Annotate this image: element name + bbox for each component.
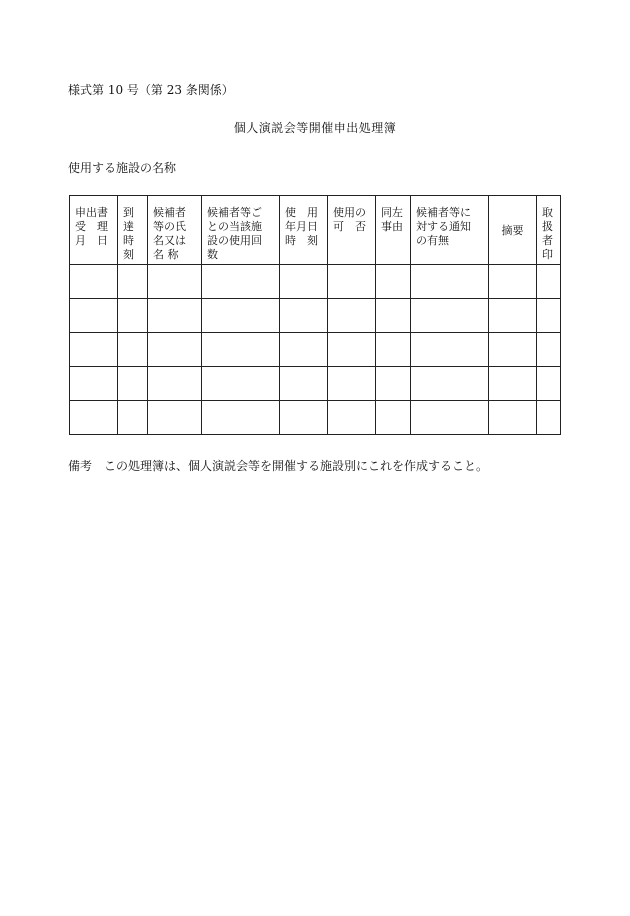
table-cell[interactable] — [328, 299, 376, 333]
table-cell[interactable] — [148, 265, 202, 299]
header-label-usage-datetime: 使 用 年月日 時 刻 — [285, 206, 318, 247]
table-body — [70, 265, 561, 435]
table-cell[interactable] — [489, 265, 537, 299]
table-cell[interactable] — [118, 265, 148, 299]
table-cell[interactable] — [489, 333, 537, 367]
table-cell[interactable] — [328, 401, 376, 435]
header-label-arrival-time: 到 達 時 刻 — [123, 206, 134, 261]
table-cell[interactable] — [537, 401, 561, 435]
table-row — [70, 333, 561, 367]
header-cell-notification — [411, 196, 489, 265]
table-cell[interactable] — [376, 367, 411, 401]
header-cell-handler-seal — [537, 196, 561, 265]
remarks-note: 備考 この処理簿は、個人演説会等を開催する施設別にこれを作成すること。 — [68, 459, 489, 473]
table-cell[interactable] — [202, 367, 280, 401]
header-label-reason: 同左 事由 — [381, 206, 403, 233]
header-cell-usage-datetime — [280, 196, 328, 265]
table-cell[interactable] — [202, 299, 280, 333]
table-cell[interactable] — [70, 299, 118, 333]
table-cell[interactable] — [280, 333, 328, 367]
table-cell[interactable] — [118, 333, 148, 367]
table-cell[interactable] — [411, 265, 489, 299]
table-cell[interactable] — [70, 401, 118, 435]
header-label-candidate-name: 候補者 等の氏 名又は 名 称 — [153, 206, 186, 261]
header-label-usage-count: 候補者等ご との当該施 設の使用回 数 — [207, 206, 262, 261]
header-label-receipt-date: 申出書 受 理 月 日 — [75, 206, 108, 247]
header-label-remarks: 摘要 — [501, 224, 524, 237]
header-cell-usage-count — [202, 196, 280, 265]
table-cell[interactable] — [411, 401, 489, 435]
table-cell[interactable] — [280, 265, 328, 299]
table-cell[interactable] — [118, 401, 148, 435]
table-cell[interactable] — [411, 333, 489, 367]
processing-register-table — [69, 195, 561, 435]
facility-name-label: 使用する施設の名称 — [68, 161, 177, 175]
table-cell[interactable] — [148, 299, 202, 333]
table-cell[interactable] — [148, 333, 202, 367]
table-cell[interactable] — [489, 367, 537, 401]
table-cell[interactable] — [411, 367, 489, 401]
table-row — [70, 367, 561, 401]
table-cell[interactable] — [70, 367, 118, 401]
table-cell[interactable] — [537, 265, 561, 299]
table-cell[interactable] — [328, 265, 376, 299]
table-header-row — [70, 196, 561, 265]
header-label-approval: 使用の 可 否 — [333, 206, 366, 233]
table-cell[interactable] — [376, 401, 411, 435]
form-number: 様式第 10 号（第 23 条関係） — [68, 83, 234, 97]
table-cell[interactable] — [202, 333, 280, 367]
table-cell[interactable] — [148, 367, 202, 401]
table-row — [70, 401, 561, 435]
document-title: 個人演説会等開催申出処理簿 — [233, 121, 397, 135]
table-cell[interactable] — [202, 265, 280, 299]
table-cell[interactable] — [280, 299, 328, 333]
table-cell[interactable] — [328, 367, 376, 401]
table-cell[interactable] — [537, 367, 561, 401]
table-cell[interactable] — [376, 299, 411, 333]
table-cell[interactable] — [489, 401, 537, 435]
table-cell[interactable] — [537, 299, 561, 333]
header-cell-approval — [328, 196, 376, 265]
table-cell[interactable] — [328, 333, 376, 367]
header-cell-candidate-name — [148, 196, 202, 265]
table-cell[interactable] — [202, 401, 280, 435]
table-cell[interactable] — [118, 367, 148, 401]
header-cell-receipt-date — [70, 196, 118, 265]
table-cell[interactable] — [376, 333, 411, 367]
header-cell-reason — [376, 196, 411, 265]
table-row — [70, 299, 561, 333]
header-cell-remarks — [489, 196, 537, 265]
table-cell[interactable] — [70, 265, 118, 299]
header-label-notification: 候補者等に 対する通知 の有無 — [416, 206, 471, 247]
table-cell[interactable] — [118, 299, 148, 333]
header-label-handler-seal: 取 扱 者 印 — [542, 206, 553, 261]
table-row — [70, 265, 561, 299]
table-cell[interactable] — [411, 299, 489, 333]
table-cell[interactable] — [489, 299, 537, 333]
table-cell[interactable] — [148, 401, 202, 435]
table-cell[interactable] — [280, 367, 328, 401]
table-cell[interactable] — [70, 333, 118, 367]
header-cell-arrival-time — [118, 196, 148, 265]
table-cell[interactable] — [280, 401, 328, 435]
table-cell[interactable] — [537, 333, 561, 367]
table-cell[interactable] — [376, 265, 411, 299]
